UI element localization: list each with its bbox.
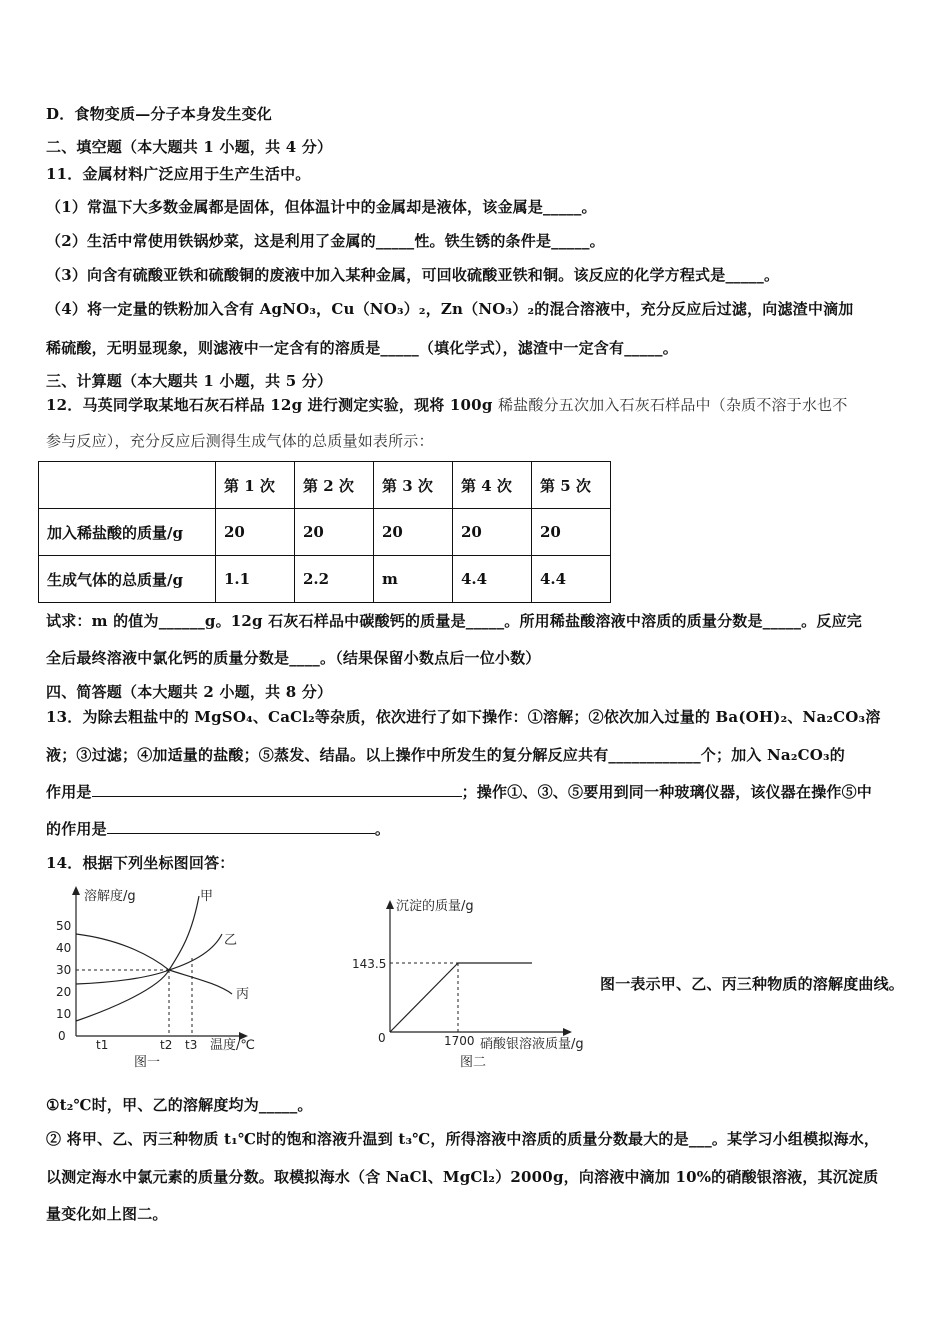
table-cell: 20 [374, 509, 453, 556]
y-tick-label: 40 [56, 941, 72, 955]
solubility-chart [44, 878, 274, 1078]
origin-label: 0 [378, 1031, 386, 1045]
table-cell: 加入稀盐酸的质量/g [39, 509, 216, 556]
question-11-part-3: （3）向含有硫酸亚铁和硫酸铜的废液中加入某种金属，可回收硫酸亚铁和铜。该反应的化学方程式是_____。 [46, 266, 780, 284]
curve-jia [76, 896, 199, 1021]
figure-2-caption: 图二 [460, 1055, 487, 1070]
table-header-cell: 第 1 次 [216, 462, 295, 509]
y-tick-label: 50 [56, 919, 72, 933]
table-header-cell: 第 3 次 [374, 462, 453, 509]
table-cell: 2.2 [295, 556, 374, 603]
question-12-line-4: 全后最终溶液中氯化钙的质量分数是____。（结果保留小数点后一位小数） [46, 649, 541, 667]
section-2-heading: 二、填空题（本大题共 1 小题，共 4 分） [46, 138, 333, 156]
y-value-label: 143.5 [352, 957, 387, 971]
table-header-row [39, 462, 611, 509]
question-12-line-2: 参与反应），充分反应后测得生成气体的总质量如表所示： [46, 432, 434, 450]
x-axis-label: 温度/℃ [210, 1038, 255, 1053]
question-12-line-3: 试求：m 的值为______g。12g 石灰石样品中碳酸钙的质量是_____。所用稀盐酸溶液中溶质的质量分数是_____。反应完 [46, 612, 862, 630]
answer-blank[interactable] [92, 782, 462, 797]
option-d: D．食物变质—分子本身发生变化 [46, 105, 273, 123]
y-axis-arrow [386, 900, 394, 909]
x-tick-t3: t3 [185, 1038, 198, 1052]
question-13-line-3-pre: 作用是 [46, 783, 92, 801]
question-13-line-1: 13．为除去粗盐中的 MgSO₄、CaCl₂等杂质，依次进行了如下操作：①溶解；②依次加入过量的 Ba(OH)₂、Na₂CO₃溶 [46, 708, 881, 726]
rising-line [390, 963, 458, 1032]
question-13-line-4-pre: 的作用是 [46, 820, 107, 838]
table-cell: 20 [216, 509, 295, 556]
y-tick-label: 20 [56, 985, 72, 999]
table-row [39, 509, 611, 556]
figure-description: 图一表示甲、乙、丙三种物质的溶解度曲线。 [600, 975, 905, 993]
question-11-part-2: （2）生活中常使用铁锅炒菜，这是利用了金属的_____性。铁生锈的条件是_____。 [46, 232, 605, 250]
question-13-line-2: 液；③过滤；④加适量的盐酸；⑤蒸发、结晶。以上操作中所发生的复分解反应共有____________个；加入 Na₂CO₃的 [46, 746, 846, 764]
y-axis-label: 溶解度/g [84, 889, 136, 904]
figure-1-caption: 图一 [134, 1055, 161, 1070]
y-tick-label: 10 [56, 1007, 72, 1021]
gas-mass-table [38, 461, 611, 603]
table-cell: 4.4 [532, 556, 611, 603]
question-14-part-2c: 量变化如上图二。 [46, 1205, 168, 1223]
table-row [39, 556, 611, 603]
series-label-bing: 丙 [236, 987, 250, 1002]
question-13-line-3-post: ；操作①、③、⑤要用到同一种玻璃仪器，该仪器在操作⑤中 [461, 783, 873, 801]
table-cell: 生成气体的总质量/g [39, 556, 216, 603]
section-3-heading: 三、计算题（本大题共 1 小题，共 5 分） [46, 372, 333, 390]
question-11: 11．金属材料广泛应用于生产生活中。 [46, 165, 311, 183]
question-14-part-2a: ② 将甲、乙、丙三种物质 t₁℃时的饱和溶液升温到 t₃℃，所得溶液中溶质的质量分数最大的是___。某学习小组模拟海水， [46, 1130, 880, 1148]
x-value-label: 1700 [444, 1034, 475, 1048]
table-cell: 20 [532, 509, 611, 556]
series-label-jia: 甲 [200, 889, 214, 904]
question-12-bold-text: 12．马英同学取某地石灰石样品 12g 进行测定实验，现将 100g [46, 396, 498, 414]
x-tick-t2: t2 [160, 1038, 173, 1052]
x-axis-label: 硝酸银溶液质量/g [480, 1037, 584, 1052]
table-cell: 20 [453, 509, 532, 556]
y-axis-label: 沉淀的质量/g [396, 899, 474, 914]
series-label-yi: 乙 [224, 933, 238, 948]
table-cell: 20 [295, 509, 374, 556]
question-12-normal-text: 稀盐酸分五次加入石灰石样品中（杂质不溶于水也不 [497, 396, 848, 414]
y-tick-label: 30 [56, 963, 72, 977]
section-4-heading: 四、简答题（本大题共 2 小题，共 8 分） [46, 683, 333, 701]
table-cell: 1.1 [216, 556, 295, 603]
x-tick-t1: t1 [96, 1038, 109, 1052]
question-11-part-4a: （4）将一定量的铁粉加入含有 AgNO₃，Cu（NO₃）₂，Zn（NO₃）₂的混合溶液中，充分反应后过滤，向滤渣中滴加 [46, 300, 854, 318]
question-13-line-4-post: 。 [374, 820, 391, 838]
precipitate-chart [350, 892, 590, 1072]
table-header-cell [39, 462, 216, 509]
y-tick-labels [56, 919, 71, 1043]
table-header-cell: 第 2 次 [295, 462, 374, 509]
question-13-line-4 [46, 818, 390, 839]
curve-yi [76, 934, 222, 984]
table-cell: m [374, 556, 453, 603]
answer-blank[interactable] [107, 819, 375, 834]
x-axis-arrow [563, 1028, 572, 1036]
question-14-part-2b: 以测定海水中氯元素的质量分数。取模拟海水（含 NaCl、MgCl₂）2000g，向溶液中滴加 10%的硝酸银溶液，其沉淀质 [46, 1168, 879, 1186]
table-header-cell: 第 4 次 [453, 462, 532, 509]
question-14: 14．根据下列坐标图回答： [46, 854, 235, 872]
y-tick-label: 0 [58, 1029, 66, 1043]
table-cell: 4.4 [453, 556, 532, 603]
question-11-part-4b: 稀硫酸，无明显现象，则滤液中一定含有的溶质是_____（填化学式），滤渣中一定含有_____。 [46, 339, 678, 357]
table-header-cell: 第 5 次 [532, 462, 611, 509]
question-13-line-3 [46, 781, 872, 802]
question-12-line-1 [46, 394, 848, 415]
y-axis-arrow [72, 886, 80, 895]
question-11-part-1: （1）常温下大多数金属都是固体，但体温计中的金属却是液体，该金属是_____。 [46, 198, 597, 216]
question-14-part-1: ①t₂℃时，甲、乙的溶解度均为_____。 [46, 1096, 313, 1114]
